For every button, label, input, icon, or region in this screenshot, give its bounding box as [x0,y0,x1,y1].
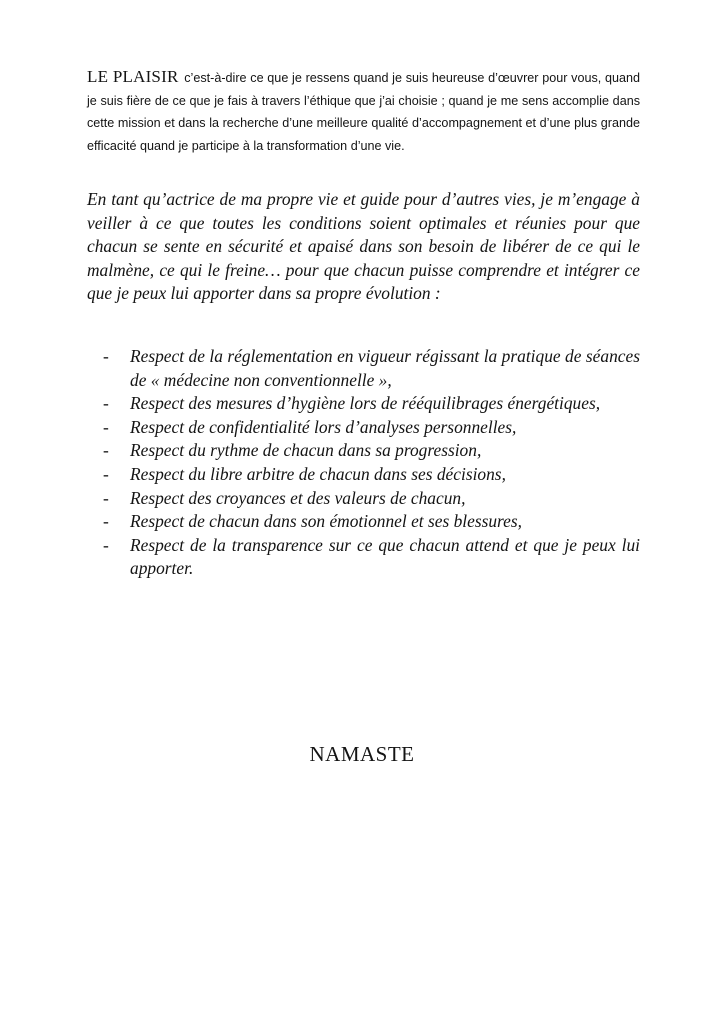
closing-title: NAMASTE [309,742,415,766]
list-item-text: Respect du rythme de chacun dans sa progression, [130,440,482,461]
list-item [87,463,640,487]
respect-list [87,345,640,581]
bullet-dash: - [103,487,109,508]
list-item-text: Respect des croyances et des valeurs de chacun, [130,487,466,508]
list-item [87,392,640,416]
bullet-dash: - [103,534,109,555]
bullet-dash: - [103,416,109,437]
list-item-text: Respect de la réglementation en vigueur régissant la pratique de séances de « médecine non conventionnelle », [130,346,640,390]
bullet-dash: - [103,511,109,532]
intro-lead: LE PLAISIR [87,67,179,86]
list-item-text: Respect de chacun dans son émotionnel et ses blessures, [130,511,523,532]
bullet-dash: - [103,346,109,366]
list-item [87,510,640,534]
list-item-text: Respect des mesures d’hygiène lors de rééquilibrages énergétiques, [130,393,601,414]
list-item [87,487,640,511]
engagement-paragraph: En tant qu’actrice de ma propre vie et guide pour d’autres vies, je m’engage à veiller à ce que toutes les conditions soient optimales et réunies pour que chacun se sente en sécurité et apaisé dans son besoin de libérer de ce qui le malmène, ce qui le freine… pour que chacun puisse comprendre et intégrer ce que je peux lui apporter dans sa propre évolution : [87,189,640,304]
list-item [87,439,640,463]
list-item [87,345,640,392]
list-item [87,534,640,581]
list-item-text: Respect de confidentialité lors d’analyses personnelles, [130,416,517,437]
bullet-dash: - [103,463,109,484]
intro-paragraph [87,66,640,157]
list-item-text: Respect de la transparence sur ce que chacun attend et que je peux lui apporter. [130,534,640,579]
bullet-dash: - [103,440,109,461]
intro-text: c’est-à-dire ce que je ressens quand je suis heureuse d’œuvrer pour vous, quand je suis fière de ce que je fais à travers l’éthique que j’ai choisie ; quand je me sens accomplie dans cette mission et dans la recherche d’une meilleure qualité d’accompagnement et d’une plus grande efficacité quand je participe à la transformation d’une vie. [87,71,641,153]
list-item [87,416,640,440]
bullet-dash: - [103,393,109,414]
list-item-text: Respect du libre arbitre de chacun dans ses décisions, [130,463,506,484]
